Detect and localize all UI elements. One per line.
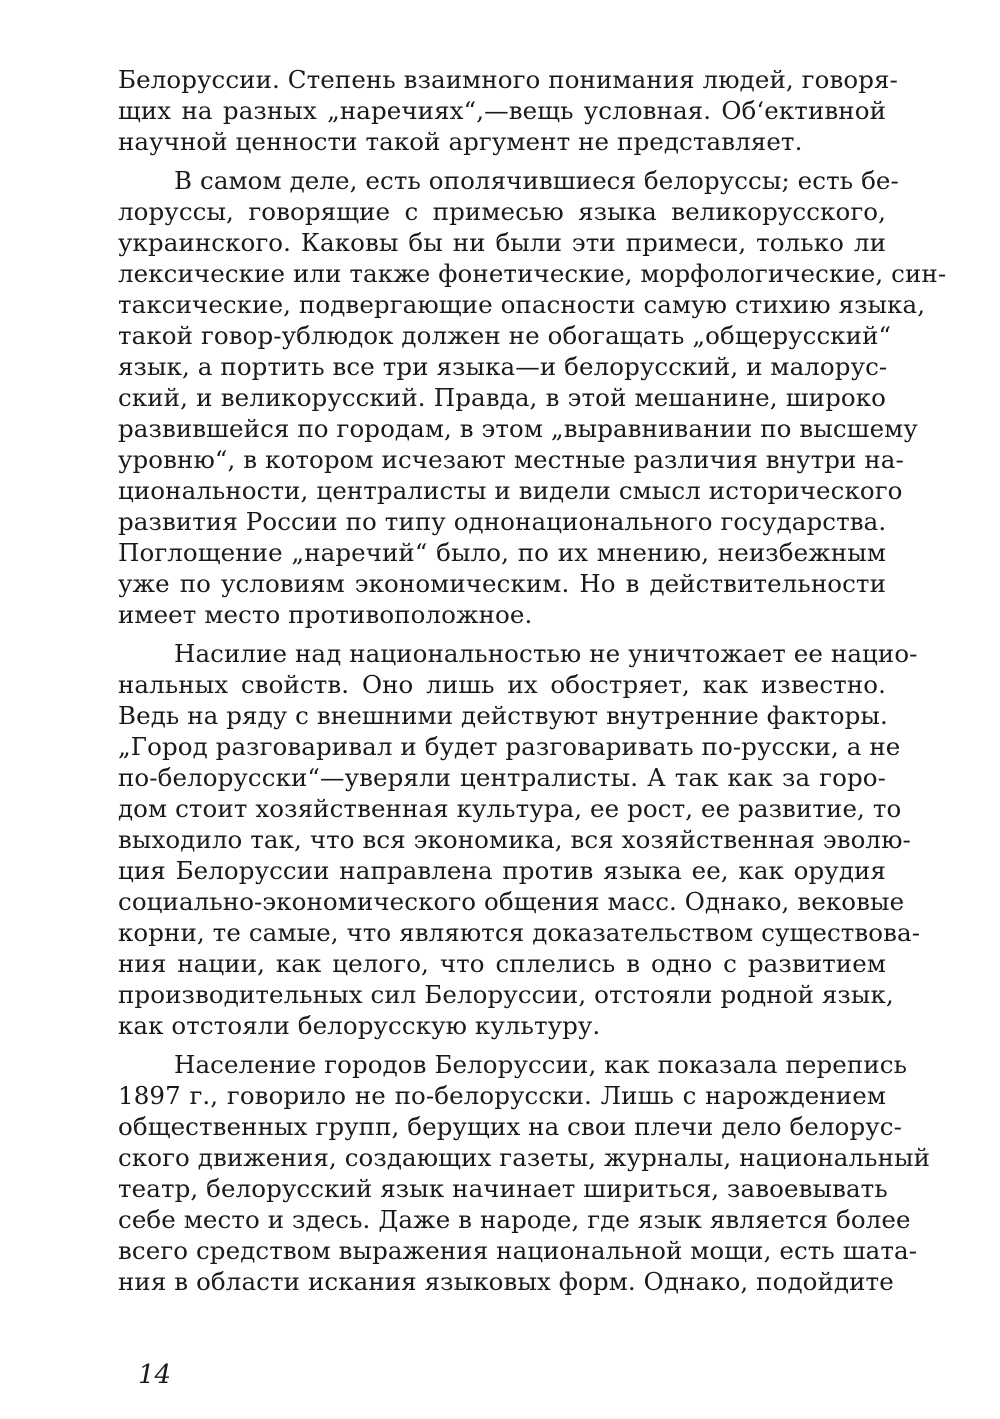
text-line: театр, белорусский язык начинает шириться, завоевывать	[118, 1174, 888, 1203]
paragraph	[118, 165, 947, 630]
text-line: ского движения, создающих газеты, журналы, национальный	[118, 1143, 931, 1172]
text-line: ния в области искания языковых форм. Однако, подойдите	[118, 1267, 894, 1296]
text-line: Поглощение „наречий“ было, по их мнению, неизбежным	[118, 538, 886, 567]
paragraph	[118, 638, 921, 1041]
paragraph	[118, 1049, 931, 1297]
text-line: общественных групп, берущих на свои плечи дело белорус-	[118, 1112, 902, 1141]
text-line: корни, те самые, что являются доказательством существова-	[118, 918, 921, 947]
text-line: Насилие над национальностью не уничтожает ее нацио-	[174, 639, 918, 668]
text-line: уже по условиям экономическим. Но в действительности	[118, 569, 886, 598]
text-line: всего средством выражения национальной мощи, есть шата-	[118, 1236, 918, 1265]
text-line: циональности, централисты и видели смысл исторического	[118, 476, 903, 505]
text-line: 1897 г., говорило не по-белорусски. Лишь с нарождением	[118, 1081, 886, 1110]
text-line: уровню“, в котором исчезают местные различия внутри на-	[118, 445, 904, 474]
text-line: лексические или также фонетические, морфологические, син-	[118, 259, 947, 288]
text-line: Ведь на ряду с внешними действуют внутренние факторы.	[118, 701, 888, 730]
body-text	[118, 64, 947, 1297]
text-line: щих на разных „наречиях“,—вещь условная. Об‘ективной	[118, 96, 886, 125]
text-line: по-белорусски“—уверяли централисты. А так как за горо-	[118, 763, 886, 792]
text-line: выходило так, что вся экономика, вся хозяйственная эволю-	[118, 825, 911, 854]
text-line: развившейся по городам, в этом „выравнивании по высшему	[118, 414, 918, 443]
text-line: украинского. Каковы бы ни были эти примеси, только ли	[118, 228, 886, 257]
text-line: ция Белоруссии направлена против языка ее, как орудия	[118, 856, 886, 885]
paragraph	[118, 64, 898, 157]
text-line: как отстояли белорусскую культуру.	[118, 1011, 601, 1040]
text-line: язык, а портить все три языка—и белорусский, и малорус-	[118, 352, 888, 381]
text-line: Белоруссии. Степень взаимного понимания людей, говоря-	[118, 65, 898, 94]
page-number: 14	[138, 1360, 172, 1390]
text-line: себе место и здесь. Даже в народе, где язык является более	[118, 1205, 911, 1234]
text-line: ский, и великорусский. Правда, в этой мешанине, широко	[118, 383, 886, 412]
text-line: В самом деле, есть ополячившиеся белоруссы; есть бе-	[174, 166, 899, 195]
text-line: лоруссы, говорящие с примесью языка великорусского,	[118, 197, 886, 226]
text-line: ния нации, как целого, что сплелись в одно с развитием	[118, 949, 886, 978]
text-line: таксические, подвергающие опасности самую стихию языка,	[118, 290, 926, 319]
text-line: развития России по типу однонационального государства.	[118, 507, 887, 536]
text-line: научной ценности такой аргумент не представляет.	[118, 127, 803, 156]
text-line: „Город разговаривал и будет разговаривать по-русски, а не	[118, 732, 901, 761]
text-line: имеет место противоположное.	[118, 600, 533, 629]
text-line: дом стоит хозяйственная культура, ее рост, ее развитие, то	[118, 794, 902, 823]
text-line: Население городов Белоруссии, как показала перепись	[174, 1050, 908, 1079]
text-line: нальных свойств. Оно лишь их обостряет, как известно.	[118, 670, 886, 699]
text-line: производительных сил Белоруссии, отстояли родной язык,	[118, 980, 894, 1009]
text-line: социально-экономического общения масс. Однако, вековые	[118, 887, 905, 916]
text-line: такой говор-ублюдок должен не обогащать „общерусский“	[118, 321, 892, 350]
